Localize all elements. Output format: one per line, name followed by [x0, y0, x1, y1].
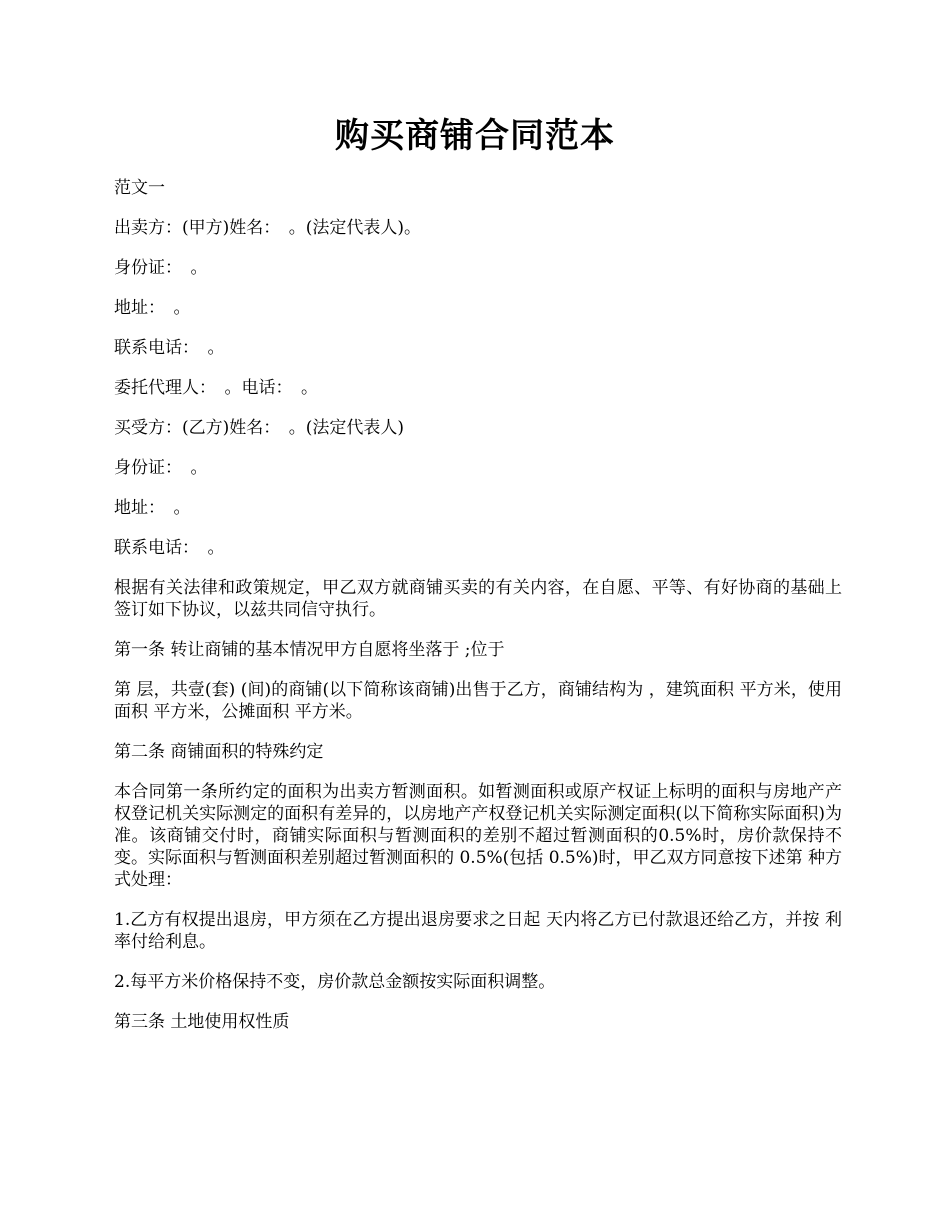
paragraph-seller-id: 身份证： 。 — [114, 258, 208, 278]
paragraph-buyer-phone: 联系电话： 。 — [114, 538, 225, 558]
paragraph-option-1: 1.乙方有权提出退房，甲方须在乙方提出退房要求之日起 天内将乙方已付款退还给乙方，并按 利率付给利息。 — [114, 910, 842, 952]
paragraph-buyer-address: 地址： 。 — [114, 498, 191, 518]
paragraph-article-3-heading: 第三条 土地使用权性质 — [114, 1012, 290, 1032]
paragraph-article-1-body: 第 层，共壹(套) (间)的商铺(以下简称该商铺)出售于乙方，商铺结构为 ，建筑面积 平方米，使用面积 平方米，公摊面积 平方米。 — [114, 680, 842, 722]
paragraph-article-1-heading: 第一条 转让商铺的基本情况甲方自愿将坐落于 ;位于 — [114, 640, 505, 660]
paragraph-sample-label: 范文一 — [114, 178, 165, 198]
document-title: 购买商铺合同范本 — [335, 116, 615, 156]
document-body — [114, 177, 842, 1051]
paragraph-seller-name: 出卖方：(甲方)姓名： 。(法定代表人)。 — [114, 218, 422, 238]
paragraph-preamble: 根据有关法律和政策规定，甲乙双方就商铺买卖的有关内容，在自愿、平等、有好协商的基础上签订如下协议，以兹共同信守执行。 — [114, 578, 842, 620]
paragraph-article-2-body: 本合同第一条所约定的面积为出卖方暂测面积。如暂测面积或原产权证上标明的面积与房地产产权登记机关实际测定的面积有差异的，以房地产产权登记机关实际测定面积(以下简称实际面积)为准。该商铺交付时，商铺实际面积与暂测面积的差别不超过暂测面积的0.5%时，房价款保持不变。实际面积与暂测面积差别超过暂测面积的 0.5%(包括 0.5%)时，甲乙双方同意按下述第 种方式处理： — [114, 782, 842, 890]
paragraph-buyer-id: 身份证： 。 — [114, 458, 208, 478]
paragraph-seller-phone: 联系电话： 。 — [114, 338, 225, 358]
paragraph-option-2: 2.每平方米价格保持不变，房价款总金额按实际面积调整。 — [114, 972, 556, 992]
paragraph-agent: 委托代理人： 。电话： 。 — [114, 378, 318, 398]
paragraph-article-2-heading: 第二条 商铺面积的特殊约定 — [114, 742, 324, 762]
paragraph-buyer-name: 买受方：(乙方)姓名： 。(法定代表人) — [114, 418, 405, 438]
paragraph-seller-address: 地址： 。 — [114, 298, 191, 318]
